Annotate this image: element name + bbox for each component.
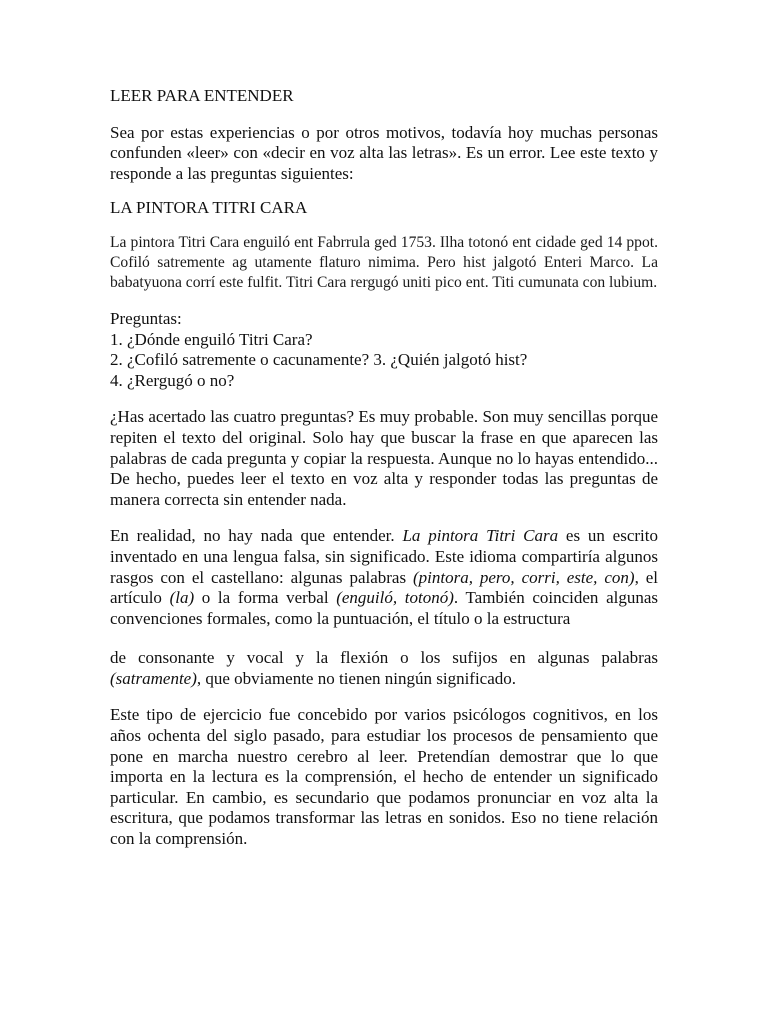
answer-paragraph: ¿Has acertado las cuatro preguntas? Es muy probable. Son muy sencillas porque repiten el texto del original. Solo hay que buscar la frase en que aparecen las palabras de cada pregunta y copiar la respuesta. Aunque no lo hayas entendido... De hecho, puedes leer el texto en voz alta y responder todas las preguntas de manera correcta sin entender nada. <box>110 407 658 509</box>
italic-words: (pintora, pero, corri, este, con) <box>413 567 635 587</box>
text-run: es un escrito inventado en una lengua falsa, sin significado. Este idioma compartiría algunos rasgos con el castellano: algunas palabras <box>110 526 658 587</box>
continuation-paragraph <box>110 648 658 689</box>
text-run: , el artículo <box>110 567 658 608</box>
text-run: de consonante y vocal y la flexión o los sufijos en algunas palabras <box>110 648 658 668</box>
italic-word: (satramente) <box>110 668 197 688</box>
question-line: 4. ¿Rergugó o no? <box>110 370 235 390</box>
text-run: En realidad, no hay nada que entender. <box>110 526 403 546</box>
text-run: . También coinciden algunas convenciones formales, como la puntuación, el título o la estructura <box>110 588 659 628</box>
text-run: , que obviamente no tienen ningún significado. <box>196 668 517 688</box>
questions-label: Preguntas: <box>110 308 182 328</box>
italic-verbs: (enguiló, totonó) <box>336 588 454 608</box>
italic-title: La pintora Titri Cara <box>402 526 559 546</box>
questions-block <box>110 309 658 391</box>
italic-article: (la) <box>169 588 195 608</box>
intro-paragraph: Sea por estas experiencias o por otros motivos, todavía hoy muchas personas confunden «leer» con «decir en voz alta las letras». Es un error. Lee este texto y responde a las preguntas siguientes: <box>110 122 658 183</box>
explanation-paragraph <box>110 526 658 629</box>
question-line: 2. ¿Cofiló satremente o cacunamente? 3. ¿Quién jalgotó hist? <box>110 350 528 370</box>
story-paragraph: La pintora Titri Cara enguiló ent Fabrrula ged 1753. Ilha totonó ent cidade ged 14 ppot. Cofiló satremente ag utamente flaturo nimima. Pero hist jalgotó Enteri Marco. La babatyuona corrí este fulfit. Titri Cara rergugó uniti pico ent. Titi cumunata con lubium. <box>110 233 658 291</box>
conclusion-paragraph: Este tipo de ejercicio fue concebido por varios psicólogos cognitivos, en los años ochenta del siglo pasado, para estudiar los procesos de pensamiento que pone en marcha nuestro cerebro al leer. Pretendían demostrar que lo que importa en la lectura es la comprensión, el hecho de entender un significado particular. En cambio, es secundario que podamos pronunciar en voz alta la escritura, que podamos transformar las letras en sonidos. Eso no tiene relación con la comprensión. <box>110 705 658 849</box>
text-column <box>110 86 658 850</box>
question-line: 1. ¿Dónde enguiló Titri Cara? <box>110 329 313 349</box>
page-title: LEER PARA ENTENDER <box>110 86 294 105</box>
text-run: o la forma verbal <box>194 588 337 608</box>
story-title: LA PINTORA TITRI CARA <box>110 198 308 218</box>
